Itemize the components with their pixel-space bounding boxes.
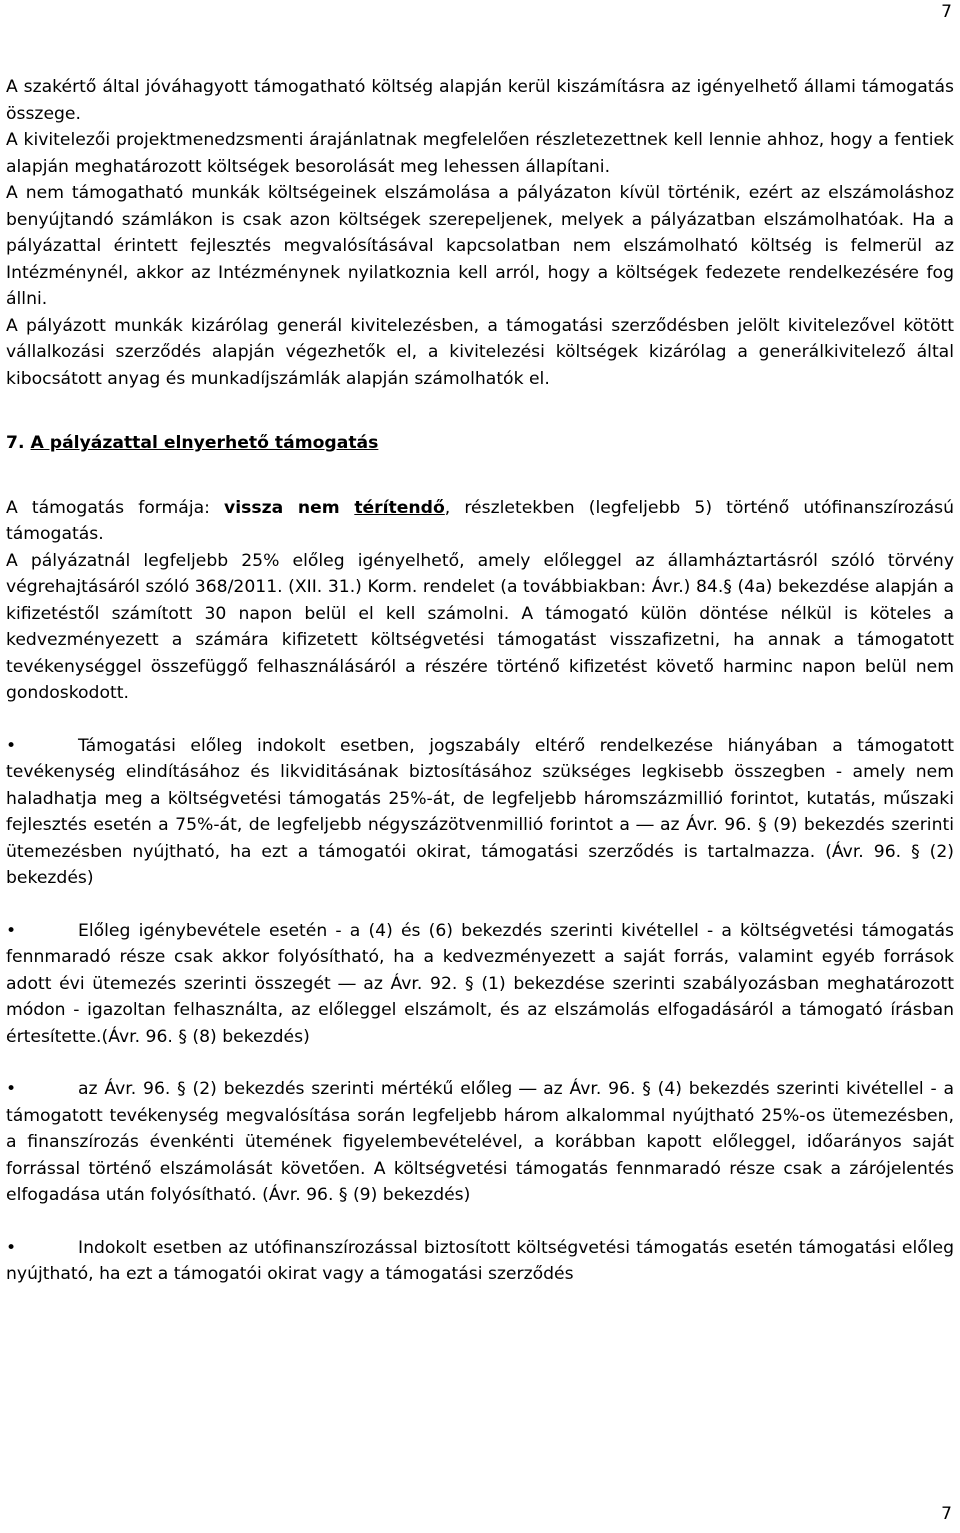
support-form-text-before: A támogatás formája: [6,497,225,518]
bullet-item-2 [6,918,954,1051]
bullet-icon: • [6,920,17,941]
support-form-bold: vissza nem [224,497,355,518]
intro-paragraph-1: A szakértő által jóváhagyott támogatható költség alapján kerül kiszámításra az igényelhető állami támogatás összege. [6,77,954,124]
bullet-item-3-text: az Ávr. 96. § (2) bekezdés szerinti mértékű előleg ― az Ávr. 96. § (4) bekezdés szerinti kivétellel - a támogatott tevékenység megvalósítása során legfeljebb három alkalommal nyújtható 25%-os ütemezésben, a finanszírozás évenkénti ütemének figyelembevételével, a korábban kapott előleggel, időarányos saját forrással történő elszámolását követően. A költségvetési támogatás fennmaradó része csak a zárójelentés elfogadása után folyósítható. (Ávr. 96. § (9) bekezdés) [6,1079,954,1205]
bullet-item-3 [6,1076,954,1209]
bullet-icon: • [6,1079,17,1099]
advance-payment-paragraph: A pályázatnál legfeljebb 25% előleg igényelhető, amely előleggel az államháztartásról szóló törvény végrehajtásáról szóló 368/2011. (XII. 31.) Korm. rendelet (a továbbiakban: Ávr.) 84.§ (4a) bekezdése alapján a kifizetéstől számított 30 napon belül el kell számolni. A támogató külön döntése nélkül is köteles a kedvezményezett a számára kifizetett költségvetési támogatást visszafizetni, ha annak a támogatott tevékenységgel összefüggő felhasználásáról a részére történő kifizetést követő harminc napon belül nem gondoskodott. [6,550,954,703]
support-form-paragraph [6,495,954,548]
section-title: A pályázattal elnyerhető támogatás [30,433,379,453]
page-content [6,74,954,1288]
page-number-bottom: 7 [941,1504,952,1524]
intro-paragraph-2: A kivitelezői projektmenedzsmenti árajánlatnak megfelelően részletezettnek kell lennie ahhoz, hogy a fentiek alapján meghatározott költségek besorolását meg lehessen állapítani. [6,130,954,177]
section-heading [6,430,954,457]
bullet-item-1 [6,733,954,892]
bullet-item-1-text: Támogatási előleg indokolt esetben, jogszabály eltérő rendelkezése hiányában a támogatott tevékenység elindításához és likviditásának biztosításához szükséges legkisebb összegben - amely nem haladhatja meg a költségvetési támogatás 25%-át, de legfeljebb háromszázmillió forintot, kutatás, műszaki fejlesztés esetén a 75%-át, de legfeljebb négyszázötvenmillió forintot a ― az Ávr. 96. § (9) bekezdés szerinti ütemezésben nyújtható, ha ezt a támogatói okirat, támogatási szerződés is tartalmazza. (Ávr. 96. § (2) bekezdés) [6,735,954,888]
bullet-icon: • [6,735,17,756]
section-number: 7. [6,433,25,453]
support-form-text-after: , részletekben (legfeljebb 5) történő utófinanszírozású támogatás. [6,497,954,544]
intro-paragraph-3: A nem támogatható munkák költségeinek elszámolása a pályázaton kívül történik, ezért az elszámoláshoz benyújtandó számlákon is csak azon költségek szerepeljenek, melyek a pályázatban elszámolhatóak. Ha a pályázattal érintett fejlesztés megvalósításával kapcsolatban nem elszámolható költség is felmerül az Intézménynél, akkor az Intézménynek nyilatkoznia kell arról, hogy a költségek fedezete rendelkezésére fog állni. [6,183,954,309]
bullet-icon: • [6,1237,17,1258]
bullet-item-2-text: Előleg igénybevétele esetén - a (4) és (6) bekezdés szerinti kivétellel - a költségvetési támogatás fennmaradó része csak akkor folyósítható, ha a kedvezményezett a saját forrás, valamint egyéb források adott évi ütemezés szerinti összegét ― az Ávr. 92. § (1) bekezdése szerinti szabályozásban meghatározott módon - igazoltan felhasználta, az előleggel elszámolt, és az elszámolás elfogadásáról a támogató írásban értesítette.(Ávr. 96. § (8) bekezdés) [6,920,954,1047]
page-number-top: 7 [941,2,952,22]
intro-paragraph-4: A pályázott munkák kizárólag generál kivitelezésben, a támogatási szerződésben jelölt kivitelezővel kötött vállalkozási szerződés alapján végezhetők el, a kivitelezési költségek kizárólag a generálkivitelező által kibocsátott anyag és munkadíjszámlák alapján számolhatók el. [6,315,954,389]
bullet-item-4-text: Indokolt esetben az utófinanszírozással biztosított költségvetési támogatás esetén támogatási előleg nyújtható, ha ezt a támogatói okirat vagy a támogatási szerződés [6,1237,954,1284]
bullet-item-4 [6,1235,954,1288]
support-form-bold-underlined: térítendő [354,497,445,518]
